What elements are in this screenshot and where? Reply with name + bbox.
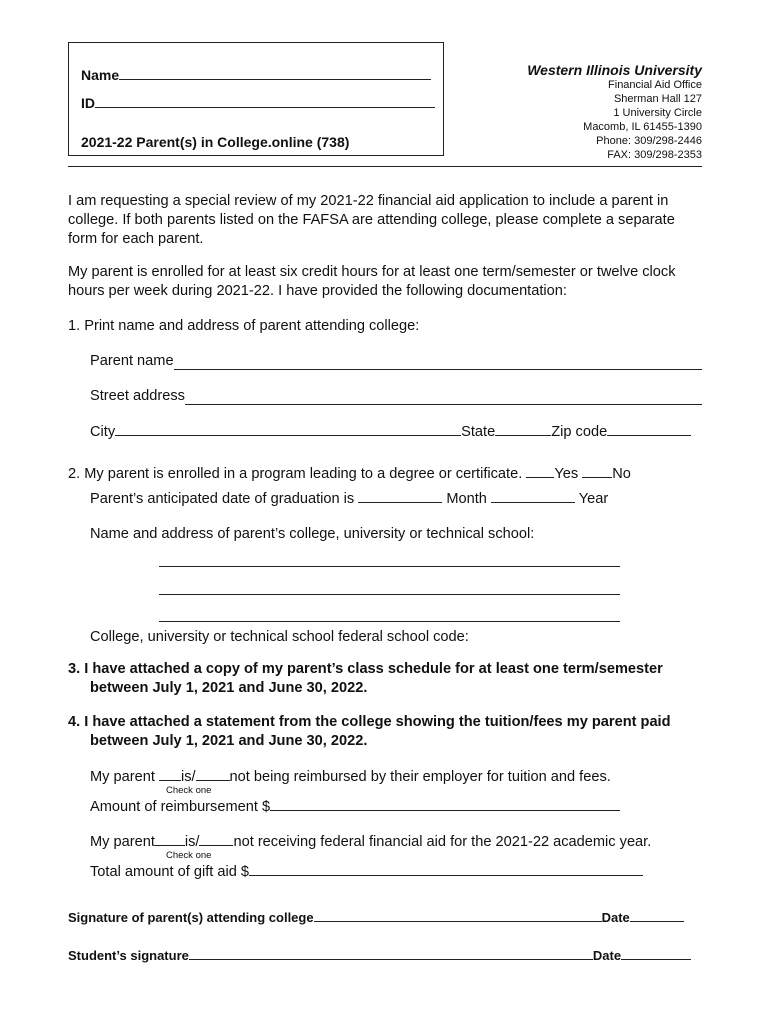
gift-aid-line[interactable] bbox=[249, 862, 643, 876]
state-line[interactable] bbox=[495, 422, 551, 436]
intro-paragraph: I am requesting a special review of my 2021-22 financial aid application to include a parent in college. If both parents listed on the FAFSA are attending college, please complete a separate form for each parent. bbox=[68, 193, 675, 247]
fax-line: FAX: 309/298-2353 bbox=[607, 149, 702, 161]
grad-year-line[interactable] bbox=[491, 489, 575, 503]
reimbursement-row: My parent is/ not being reimbursed by their employer for tuition and fees. bbox=[90, 769, 611, 785]
reimb-is-blank[interactable] bbox=[159, 767, 181, 781]
item1-heading: 1. Print name and address of parent attending college: bbox=[68, 318, 420, 334]
hall-line: Sherman Hall 127 bbox=[613, 93, 702, 105]
parent-name-line[interactable] bbox=[174, 355, 702, 370]
student-date-line[interactable] bbox=[621, 946, 691, 960]
reimbursement-amount-line[interactable] bbox=[270, 797, 620, 811]
id-line[interactable] bbox=[95, 93, 435, 108]
parent-date-line[interactable] bbox=[630, 908, 684, 922]
parent-name-field[interactable]: Parent name bbox=[90, 352, 702, 370]
item2-heading: 2. My parent is enrolled in a program leading to a degree or certificate. Yes No bbox=[68, 466, 631, 482]
grad-month-line[interactable] bbox=[358, 489, 442, 503]
aid-not-blank[interactable] bbox=[199, 832, 233, 846]
parent-signature-row: Signature of parent(s) attending college Date bbox=[68, 908, 684, 927]
student-signature-line[interactable] bbox=[189, 946, 593, 960]
id-field[interactable]: ID bbox=[81, 93, 435, 111]
street-line: 1 University Circle bbox=[613, 107, 702, 119]
item4-line1: 4. I have attached a statement from the college showing the tuition/fees my parent paid bbox=[68, 714, 671, 730]
reimb-check-one-hint: Check one bbox=[166, 785, 212, 796]
aid-is-blank[interactable] bbox=[155, 832, 185, 846]
item3-line1: 3. I have attached a copy of my parent’s class schedule for at least one term/semester bbox=[68, 661, 663, 677]
college-address-line-3[interactable] bbox=[159, 621, 620, 622]
yes-blank[interactable] bbox=[526, 464, 554, 478]
city-state-zip-row: City State Zip code bbox=[90, 422, 691, 441]
aid-check-one-hint: Check one bbox=[166, 850, 212, 861]
street-address-field[interactable]: Street address bbox=[90, 387, 702, 405]
school-code-label: College, university or technical school federal school code: bbox=[90, 629, 469, 645]
header-divider bbox=[68, 166, 702, 167]
enrollment-paragraph: My parent is enrolled for at least six credit hours for at least one term/semester or twelve clock hours per week during 2021-22. I have provided the following documentation: bbox=[68, 264, 676, 299]
street-address-line[interactable] bbox=[185, 390, 702, 405]
reimbursement-amount-field: Amount of reimbursement $ bbox=[90, 797, 620, 816]
college-address-label: Name and address of parent’s college, university or technical school: bbox=[90, 526, 535, 542]
no-blank[interactable] bbox=[582, 464, 612, 478]
item3-line2: between July 1, 2021 and June 30, 2022. bbox=[90, 680, 368, 696]
office-line: Financial Aid Office bbox=[608, 79, 702, 91]
phone-line: Phone: 309/298-2446 bbox=[596, 135, 702, 147]
city-line: Macomb, IL 61455-1390 bbox=[583, 121, 702, 133]
name-line[interactable] bbox=[119, 65, 431, 80]
form-title: 2021-22 Parent(s) in College.online (738) bbox=[81, 134, 350, 150]
city-line[interactable] bbox=[115, 422, 461, 436]
name-field[interactable]: Name bbox=[81, 65, 431, 83]
parent-signature-line[interactable] bbox=[314, 908, 602, 922]
college-address-line-1[interactable] bbox=[159, 566, 620, 567]
university-name: Western Illinois University bbox=[527, 62, 702, 78]
student-info-box bbox=[68, 42, 444, 156]
reimb-not-blank[interactable] bbox=[196, 767, 230, 781]
federal-aid-row: My parent is/ not receiving federal financial aid for the 2021-22 academic year. bbox=[90, 834, 652, 850]
item4-line2: between July 1, 2021 and June 30, 2022. bbox=[90, 733, 368, 749]
zip-line[interactable] bbox=[607, 422, 691, 436]
university-block bbox=[527, 62, 702, 162]
college-address-line-2[interactable] bbox=[159, 594, 620, 595]
graduation-date-row: Parent’s anticipated date of graduation is Month Year bbox=[90, 491, 609, 507]
student-signature-row: Student’s signature Date bbox=[68, 946, 691, 965]
gift-aid-field: Total amount of gift aid $ bbox=[90, 862, 643, 881]
